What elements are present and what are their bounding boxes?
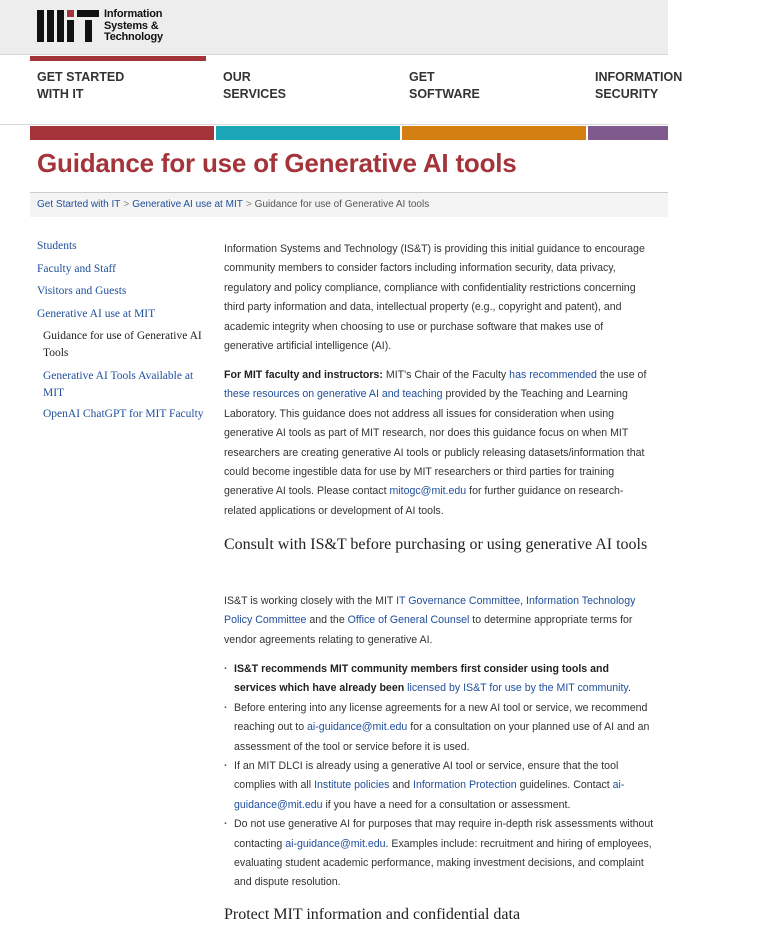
sidebar-item-students[interactable]: Students [37,240,77,252]
has-recommended-link[interactable]: has recommended [509,369,597,381]
recommendations-list [224,660,654,893]
it-governance-link[interactable]: IT Governance Committee [396,595,521,607]
nav-get-software[interactable] [402,56,578,124]
logo-line-3: Technology [104,31,163,43]
nav-information-security[interactable] [588,56,683,124]
breadcrumb [30,193,668,217]
text: for further guidance on research-related applications or development of AI tools. [224,485,624,517]
stripe-purple [588,126,668,140]
it-policy-committee-link[interactable]: Information Technology Policy Committee [224,595,636,627]
text: to determine appropriate terms for vendor agreements relating to generative AI. [224,614,633,646]
teaching-resources-link[interactable]: these resources on generative AI and teaching [224,388,443,401]
list-item [224,757,654,815]
sidebar-subitem-tools-available[interactable]: Generative AI Tools Available at MIT [43,370,194,399]
main-nav [0,56,683,125]
faculty-bold: For MIT faculty and instructors: [224,369,383,381]
breadcrumb-separator: > [245,199,252,210]
text: . [627,682,631,695]
faculty-paragraph [224,366,654,521]
breadcrumb-link[interactable]: Generative AI use at MIT [132,199,243,210]
sidebar-item-generative-ai[interactable]: Generative AI use at MIT [37,308,156,320]
heading-consult: Consult with IS&T before purchasing or using generative AI tools [224,536,648,553]
list-item [224,815,654,893]
nav-our-services[interactable] [216,56,392,124]
text: IS&T is working closely with the MIT [224,595,397,607]
mitogc-email-link[interactable]: mitogc@mit.edu [389,485,467,498]
logo-line-1: Information [104,8,163,20]
text: If an MIT DLCI is already using a generative AI tool or service, ensure that the tool complies with all [234,760,619,792]
text: MIT's Chair of the Faculty [382,369,510,381]
sidebar-subitem-guidance[interactable]: Guidance for use of Generative AI Tools [43,330,202,359]
nav-bar [402,56,578,61]
text: Before entering into any license agreements for a new AI tool or service, we recommend reaching out to [234,701,648,734]
breadcrumb-current: Guidance for use of Generative AI tools [254,199,430,210]
intro-paragraph: Information Systems and Technology (IS&T) is providing this initial guidance to encourage community members to consider factors including information security, data privacy, regulatory and policy compliance, compliance with confidentiality restrictions concerning third party information and data, intellectual property (e.g., copyright and patent), and academic integrity when choosing to use or purchase software that makes use of generative artificial intelligence (AI). [224,243,645,353]
text: for a consultation on your planned use of AI and an assessment of the tool or service before it is used. [234,721,650,753]
stripe-red [30,126,214,140]
text: if you have a need for a consultation or assessment. [322,798,571,811]
sidebar-item-visitors-guests[interactable]: Visitors and Guests [37,285,127,297]
sidebar-item-faculty-staff[interactable]: Faculty and Staff [37,263,116,275]
nav-label: GET STARTED WITH IT [37,70,125,101]
nav-get-started[interactable] [30,56,206,124]
color-stripes [30,126,668,140]
text: provided by the Teaching and Learning Laboratory. This guidance does not address all issues for consideration when using generative AI tools as part of MIT research, nor does this guidance focus on when MIT researchers are creating generative AI tools or publicly releasing datasets/information that could become ingestible data for use by MIT researchers or third parties for training generative AI tools. Please contact [224,388,645,498]
logo-line-2: Systems & [104,19,159,32]
nav-bar [216,56,392,61]
text: guidelines. Contact [516,779,613,792]
breadcrumb-separator: > [123,199,130,210]
information-protection-link[interactable]: Information Protection [413,779,517,792]
text: the use of [596,369,647,381]
mit-logo-icon[interactable] [37,10,99,42]
general-counsel-link[interactable]: Office of General Counsel [347,614,470,627]
heading-protect: Protect MIT information and confidential data [224,906,521,923]
nav-label: OUR SERVICES [223,70,286,101]
text: . Examples include: recruitment and hiring of employees, evaluating student academic performance, making investment decisions, and complaint and dispute resolution. [234,837,652,889]
logo-text[interactable] [104,9,163,44]
text: Do not use generative AI for purposes that may require in-depth risk assessments without contacting [234,818,654,850]
consult-paragraph [224,592,654,650]
nav-label: INFORMATION SECURITY [595,70,683,101]
ai-guidance-email-link[interactable]: ai-guidance@mit.edu [307,721,408,734]
site-header [0,0,668,55]
ai-guidance-email-link[interactable]: ai-guidance@mit.edu [285,837,386,850]
text: , [520,595,527,607]
nav-bar [588,56,668,61]
page-title: Guidance for use of Generative AI tools [37,148,517,178]
nav-active-bar [30,56,206,61]
list-item [224,660,654,699]
sidebar-subitem-chatgpt[interactable]: OpenAI ChatGPT for MIT Faculty [43,408,204,420]
stripe-teal [216,126,400,140]
ai-guidance-email-link[interactable]: ai-guidance@mit.edu [234,779,625,811]
nav-label: GET SOFTWARE [409,70,480,101]
breadcrumb-link[interactable]: Get Started with IT [37,199,121,210]
institute-policies-link[interactable]: Institute policies [314,779,390,792]
stripe-orange [402,126,586,140]
text: and the [306,614,348,627]
text: and [389,779,414,792]
bold-text: IS&T recommends MIT community members first consider using tools and services which have already been [234,663,609,695]
list-item [224,699,654,757]
licensed-tools-link[interactable]: licensed by IS&T for use by the MIT community [407,682,628,695]
